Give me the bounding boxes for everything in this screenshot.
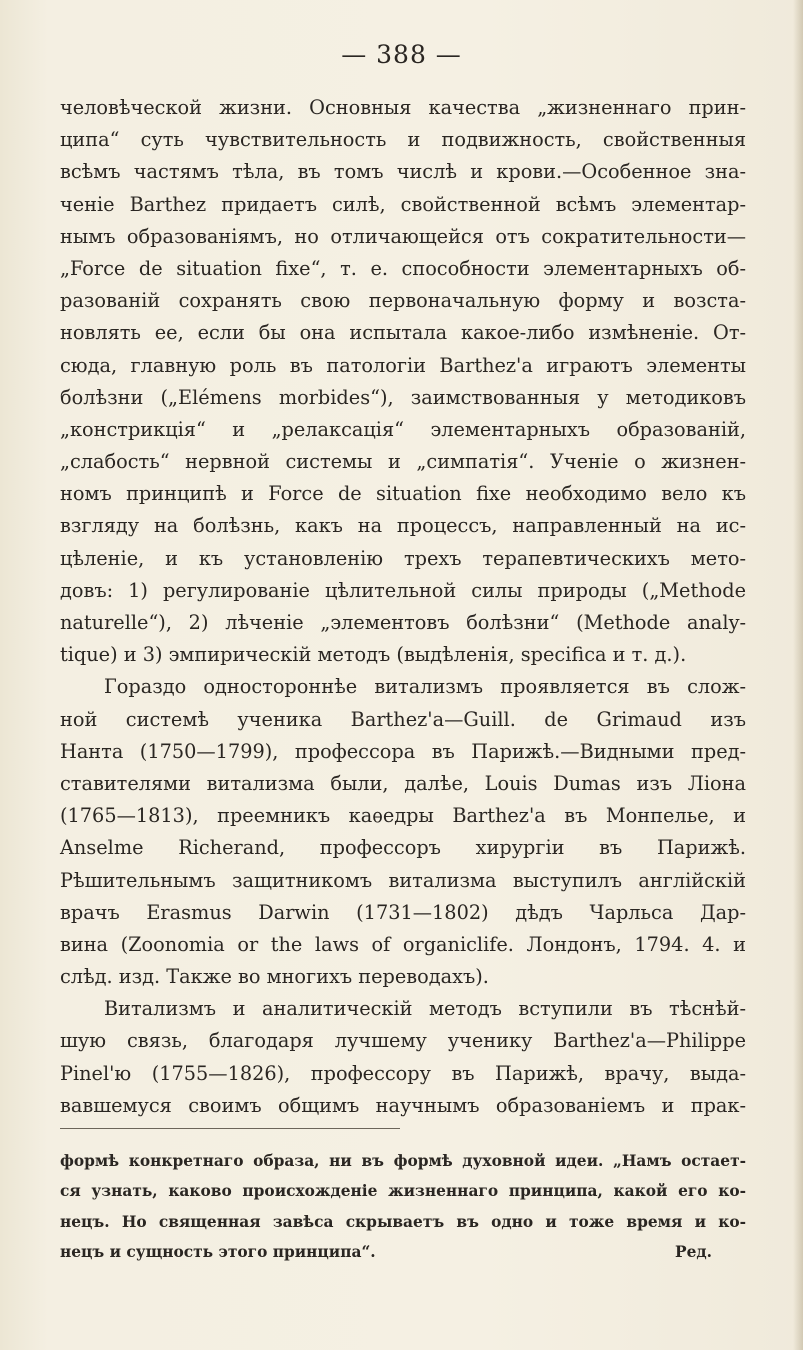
body-line: нымъ образованіямъ, но отличающейся отъ сократительности—: [60, 224, 746, 248]
body-line: Рѣшительнымъ защитникомъ витализма выступилъ англійскій: [60, 868, 746, 892]
body-line: шую связь, благодаря лучшему ученику Barthez'a—Philippe: [60, 1029, 746, 1053]
footnote-line: нецъ. Но священная завѣса скрываетъ въ одно и тоже время и ко-: [60, 1212, 746, 1231]
body-line: Anselme Richerand, профессоръ хирургіи въ Парижѣ.: [60, 836, 746, 860]
body-line: довъ: 1) регулированіе цѣлительной силы природы („Methode: [60, 578, 746, 602]
body-line: ставителями витализма были, далѣе, Louis Dumas изъ Ліона: [60, 771, 746, 795]
footnote-line: ся узнать, каково происхожденіе жизненнаго принципа, какой его ко-: [60, 1182, 746, 1201]
body-line: номъ принципѣ и Force de situation fixe необходимо вело къ: [60, 482, 746, 506]
footnote-divider: [60, 1128, 400, 1129]
body-line: „слабость“ нервной системы и „симпатія“. Ученіе о жизнен-: [60, 450, 746, 474]
page-edge-shadow: [793, 0, 803, 1350]
body-line: Нанта (1750—1799), профессора въ Парижѣ.—Видными пред-: [60, 739, 746, 763]
page-number: — 388 —: [341, 40, 462, 69]
body-line: вина (Zoonomia or the laws of organiclife. Лондонъ, 1794. 4. и: [60, 932, 746, 956]
paragraph-start-line: Гораздо одностороннѣе витализмъ проявляется въ слож-: [104, 675, 746, 699]
body-line: tique) и 3) эмпирическій методъ (выдѣленія, specifica и т. д.).: [60, 643, 687, 667]
footnote-line: формѣ конкретнаго образа, ни въ формѣ духовной идеи. „Намъ остает-: [60, 1152, 746, 1170]
paragraph-start-line: Витализмъ и аналитическій методъ вступили въ тѣснѣй-: [104, 997, 746, 1021]
body-text: [60, 92, 746, 1122]
body-line: naturelle“), 2) лѣченіе „элементовъ болѣзни“ (Methode analy-: [60, 611, 746, 634]
body-line: болѣзни („Elémens morbides“), заимствованныя у методиковъ: [60, 385, 746, 409]
footnote-last-row: [60, 1237, 712, 1267]
body-line: ципа“ суть чувствительность и подвижность, свойственныя: [60, 128, 746, 152]
body-line: ной системѣ ученика Barthez'a—Guill. de Grimaud изъ: [60, 707, 746, 731]
body-line: (1765—1813), преемникъ каѳедры Barthez'a въ Монпелье, и: [60, 804, 746, 828]
footnote: [60, 1146, 746, 1268]
body-line: Pinel'ю (1755—1826), профессору въ Парижѣ, врачу, выда-: [60, 1061, 746, 1085]
body-line: разованій сохранять свою первоначальную форму и возста-: [60, 289, 746, 313]
body-line: цѣленіе, и къ установленію трехъ терапевтическихъ мето-: [60, 546, 746, 570]
footnote-line: нецъ и сущность этого принципа“.: [60, 1243, 376, 1262]
body-line: врачъ Erasmus Darwin (1731—1802) дѣдъ Чарльса Дар-: [60, 900, 746, 924]
body-line: всѣмъ частямъ тѣла, въ томъ числѣ и крови.—Особенное зна-: [60, 160, 746, 184]
body-line: сюда, главную роль въ патологіи Barthez'a играютъ элементы: [60, 353, 746, 377]
body-line: „Force de situation fixe“, т. е. способности элементарныхъ об-: [60, 256, 746, 280]
footnote-signature: Ред.: [675, 1243, 712, 1262]
body-line: взгляду на болѣзнь, какъ на процессъ, направленный на ис-: [60, 514, 746, 538]
body-line: „констрикція“ и „релаксація“ элементарныхъ образованій,: [60, 417, 746, 441]
body-line: вавшемуся своимъ общимъ научнымъ образованіемъ и прак-: [60, 1093, 746, 1117]
body-line: ченіе Barthez придаетъ силѣ, свойственной всѣмъ элементар-: [60, 192, 746, 216]
body-line: человѣческой жизни. Основныя качества „жизненнаго прин-: [60, 96, 746, 119]
body-line: новлять ее, если бы она испытала какое-либо измѣненіе. От-: [60, 321, 746, 345]
body-line: слѣд. изд. Также во многихъ переводахъ).: [60, 965, 489, 989]
